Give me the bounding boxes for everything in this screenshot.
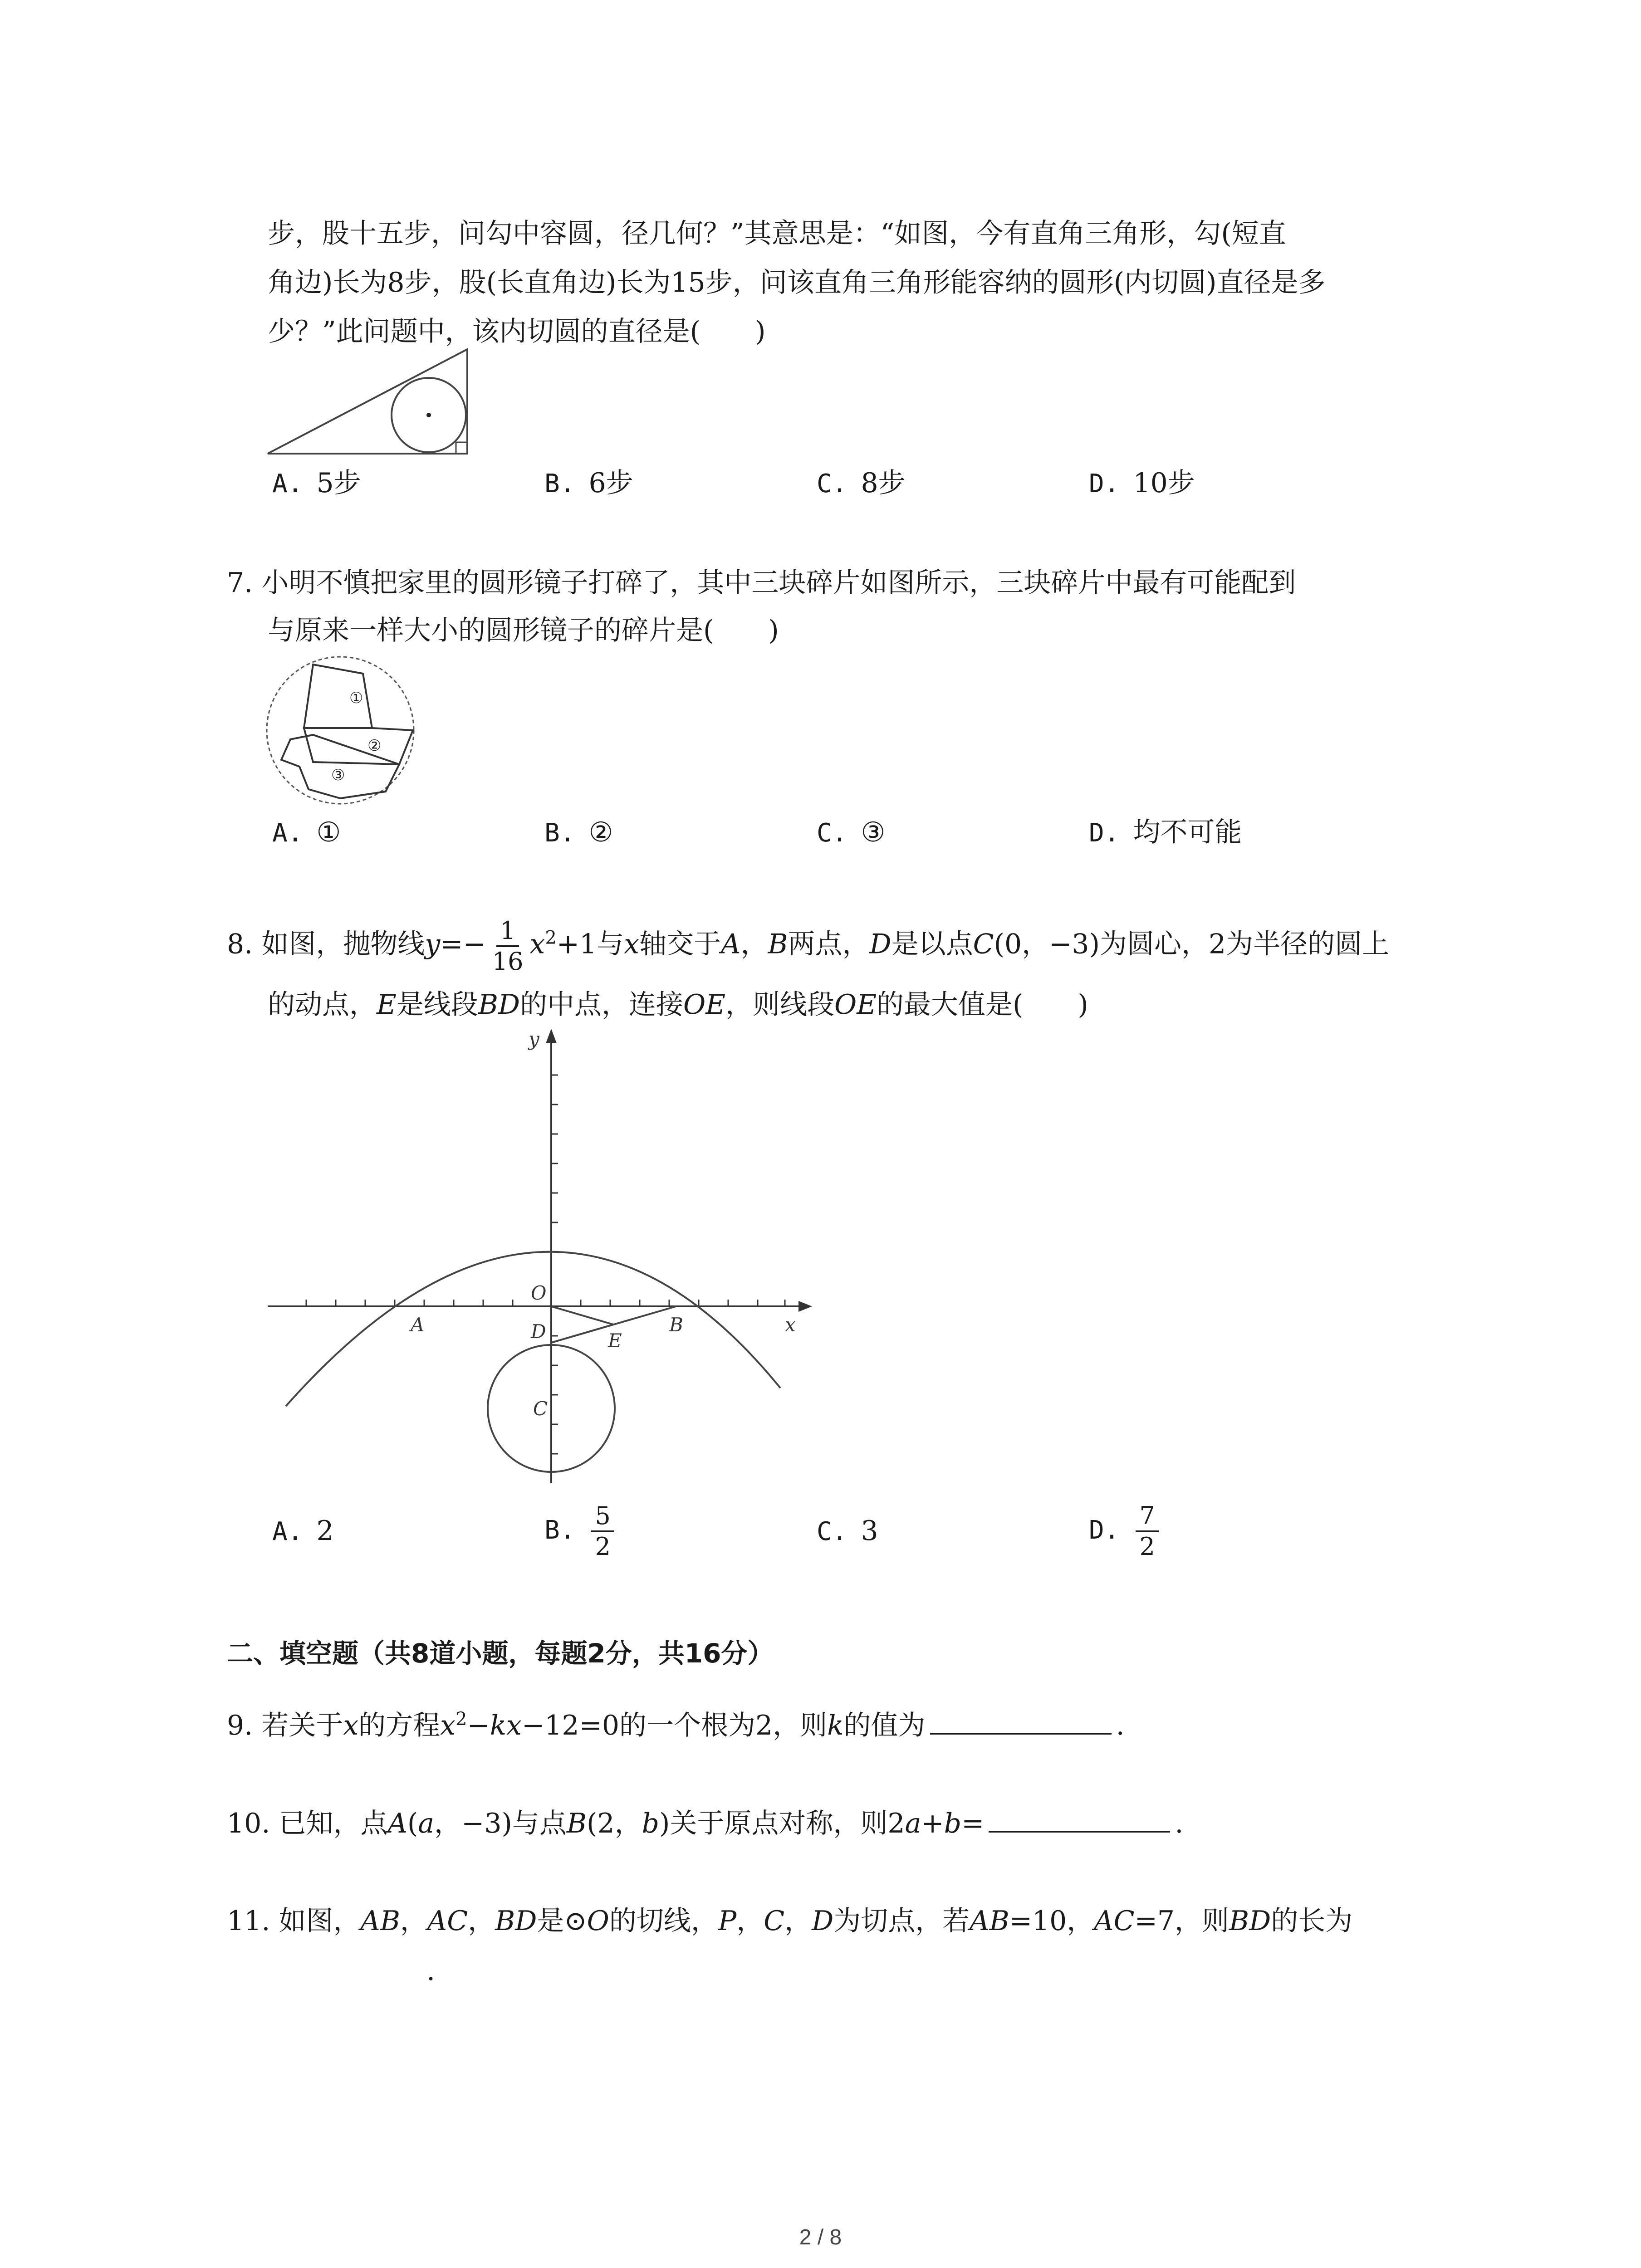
section-heading-fill-in: 二、填空题（共8道小题，每题2分，共16分）	[227, 1638, 774, 1669]
q8-label-b: B	[669, 1314, 683, 1336]
q8-label-o: O	[531, 1282, 547, 1304]
q7-option-d[interactable]: D. 均不可能	[1089, 816, 1242, 848]
q7-option-c[interactable]: C. ③	[817, 816, 886, 848]
q10-answer-blank[interactable]	[989, 1804, 1170, 1833]
q6-triangle-figure	[263, 345, 476, 458]
q7-label-3: ③	[331, 766, 345, 784]
q8-fraction: $\frac{1}{16}$	[492, 916, 524, 976]
q8-label-c: C	[533, 1398, 548, 1420]
q6-line-1: 步，股十五步，问勾中容圆，径几何？”其意思是：“如图，今有直角三角形，勾(短直	[268, 218, 1286, 249]
q8-label-e: E	[608, 1330, 622, 1352]
q6-line-2: 角边)长为8步，股(长直角边)长为15步，问该直角三角形能容纳的圆形(内切圆)直径是多	[268, 267, 1326, 298]
q6-option-a[interactable]: A. 5步	[272, 467, 361, 499]
q8-label-x: x	[785, 1314, 796, 1336]
q7-option-b[interactable]: B. ②	[544, 816, 613, 848]
q9-answer-blank[interactable]	[930, 1706, 1112, 1735]
q7-option-a[interactable]: A. ①	[272, 816, 341, 848]
q7-label-1: ①	[349, 689, 363, 707]
q8-option-d[interactable]: D. $\frac{7}{2}$	[1089, 1501, 1161, 1561]
q6-option-c[interactable]: C. 8步	[817, 467, 906, 499]
q8-option-b[interactable]: B. $\frac{5}{2}$	[544, 1501, 617, 1561]
q11-answer-blank[interactable]: .	[426, 1955, 436, 1987]
q7-line-2: 与原来一样大小的圆形镜子的碎片是( )	[268, 615, 779, 646]
q8-label-d: D	[531, 1320, 546, 1343]
q8-parabola-figure	[263, 1025, 826, 1492]
q8-line-1: 8. 如图，抛物线y=− $\frac{1}{16}$ $x^2+1$与x轴交于A，B两点，D是以点C(0，−3)为圆心，2为半径的圆上	[227, 916, 1390, 976]
q7-mirror-figure	[263, 653, 417, 807]
q6-option-d[interactable]: D. 10步	[1089, 467, 1195, 499]
page-number: 2 / 8	[799, 2225, 842, 2249]
q8-label-a: A	[411, 1314, 425, 1336]
q8-option-a[interactable]: A. 2	[272, 1515, 334, 1547]
q6-option-b[interactable]: B. 6步	[544, 467, 633, 499]
q6-line-3: 少？”此问题中，该内切圆的直径是( )	[268, 316, 766, 347]
q9-line: 9. 若关于x的方程$x^2-kx-12=0$的一个根为2，则k的值为 .	[227, 1699, 1125, 1746]
q11-line: 11. 如图，AB，AC，BD是⊙O的切线，P，C，D为切点，若AB=10，AC=7，则BD的长为	[227, 1905, 1353, 1937]
q10-line: 10. 已知，点A(a，−3)与点B(2，b)关于原点对称，则2a+b= .	[227, 1803, 1183, 1844]
q8-line-2: 的动点，E是线段BD的中点，连接OE，则线段OE的最大值是( )	[268, 989, 1088, 1021]
q7-label-2: ②	[367, 737, 382, 755]
q8-option-c[interactable]: C. 3	[817, 1515, 878, 1547]
q7-line-1: 7. 小明不慎把家里的圆形镜子打碎了，其中三块碎片如图所示，三块碎片中最有可能配到	[227, 567, 1296, 599]
q8-label-y: y	[529, 1028, 539, 1050]
